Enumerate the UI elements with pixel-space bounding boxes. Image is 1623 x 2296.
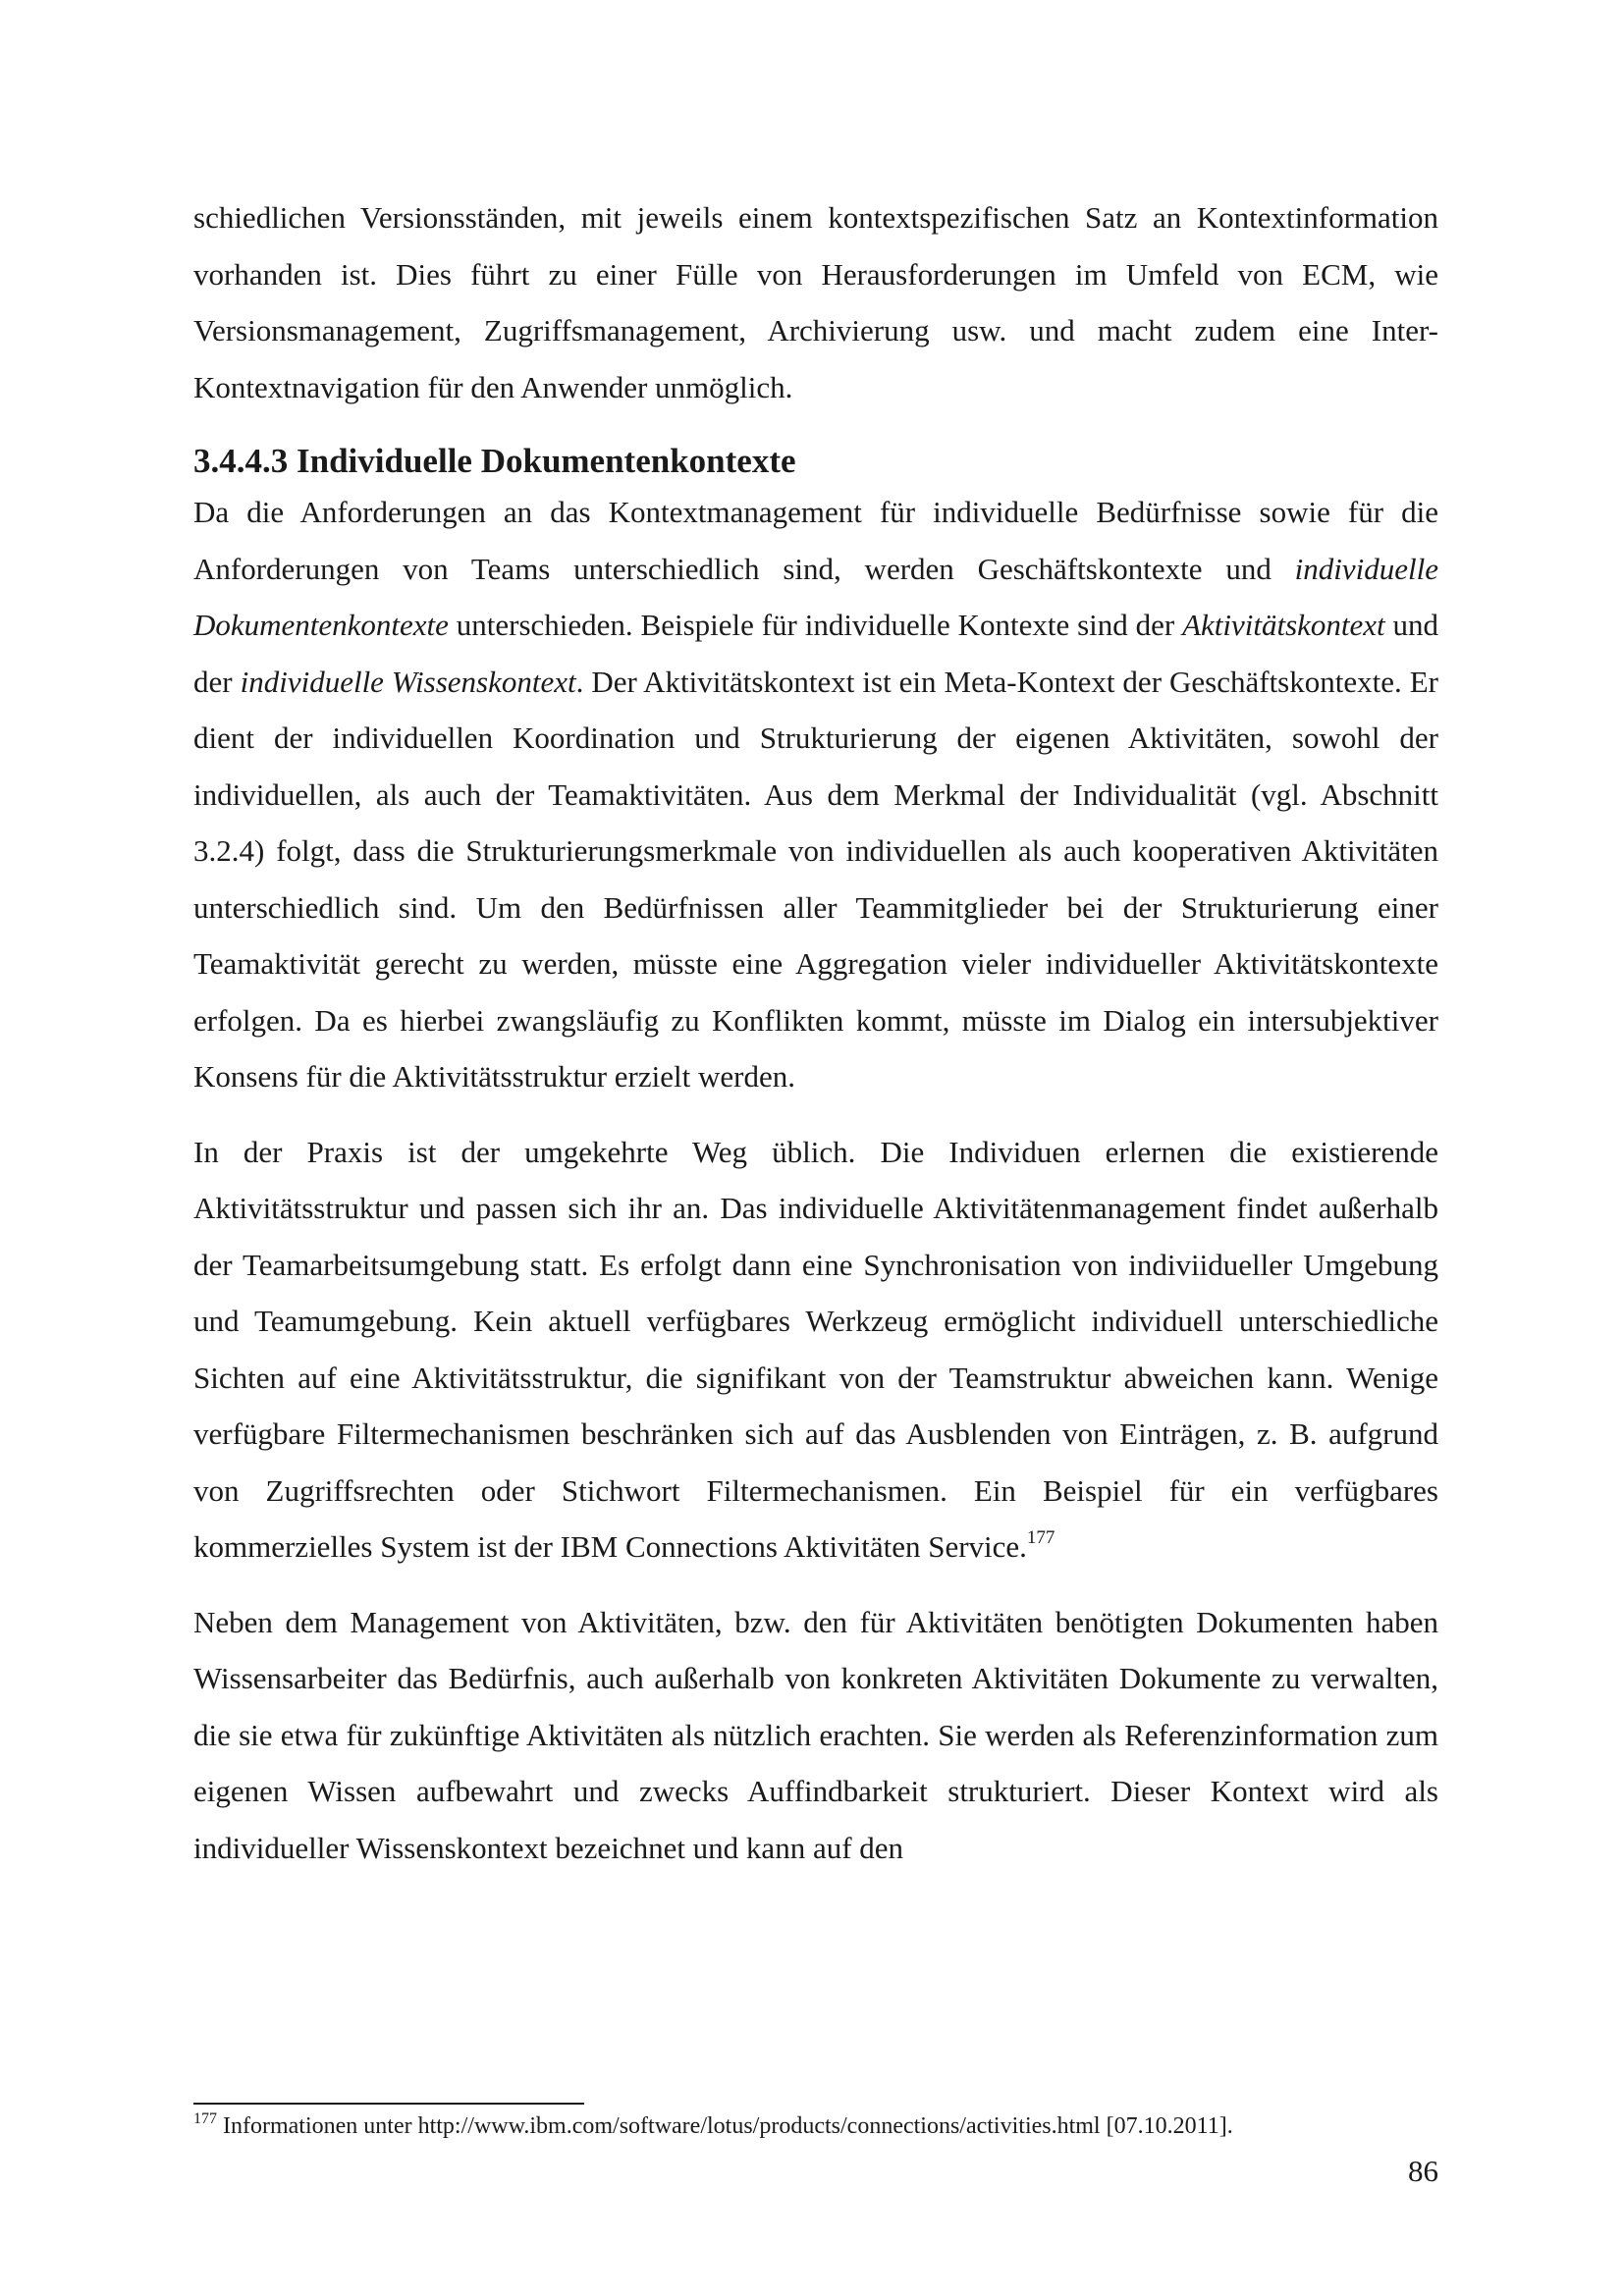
footnote-number: 177 [193, 2110, 217, 2127]
paragraph-4-text: Neben dem Management von Aktivitäten, bzw. den für Aktivitäten benötigten Dokumenten haben Wissensarbeiter das Bedürfnis, auch außerhalb von konkreten Aktivitäten Dokumente zu verwalten, die sie etwa für zukünftige Aktivitäten als nützlich erachten. Sie werden als Referenzinformation zum eigenen Wissen aufbewahrt und zwecks Auffindbarkeit strukturiert. Dieser Kontext wird als individueller Wissenskontext bezeichnet und kann auf den [193, 1604, 1438, 1865]
paragraph-2-text-4: . Der Aktivitätskontext ist ein Meta-Kontext der Geschäftskontexte. Er dient der individuellen Koordination und Strukturierung der eigenen Aktivitäten, sowohl der individuellen, als auch der Teamaktivitäten. Aus dem Merkmal der Individualität (vgl. Abschnitt 3.2.4) folgt, dass die Strukturierungsmerkmale von individuellen als auch kooperativen Aktivitäten unterschiedlich sind. Um den Bedürfnissen aller Teammitglieder bei der Strukturierung einer Teamaktivität gerecht zu werden, müsste eine Aggregation vieler individueller Aktivitätskontexte erfolgen. Da es hierbei zwangsläufig zu Konflikten kommt, müsste im Dialog ein intersubjektiver Konsens für die Aktivitätsstruktur erzielt werden. [193, 664, 1438, 1094]
paragraph-1 [193, 189, 1438, 415]
paragraph-2-text-1: Da die Anforderungen an das Kontextmanagement für individuelle Bedürfnisse sowie für die Anforderungen von Teams unterschiedlich sind, werden Geschäftskontexte und [193, 495, 1438, 586]
paragraph-3 [193, 1124, 1438, 1575]
paragraph-3-text: In der Praxis ist der umgekehrte Weg üblich. Die Individuen erlernen die existierende Aktivitätsstruktur und passen sich ihr an. Das individuelle Aktivitätenmanagement findet außerhalb der Teamarbeitsumgebung statt. Es erfolgt dann eine Synchronisation von indiviidueller Umgebung und Teamumgebung. Kein aktuell verfügbares Werkzeug ermöglicht individuell unterschiedliche Sichten auf eine Aktivitätsstruktur, die signifikant von der Teamstruktur abweichen kann. Wenige verfügbare Filtermechanismen beschränken sich auf das Ausblenden von Einträgen, z. B. aufgrund von Zugriffsrechten oder Stichwort Filtermechanismen. Ein Beispiel für ein verfügbares kommerzielles System ist der IBM Connections Aktivitäten Service. [193, 1134, 1438, 1564]
footnote-divider [193, 2103, 584, 2105]
paragraph-2-text-3: und der [193, 608, 1438, 699]
paragraph-2-text-2: unterschieden. Beispiele für individuelle Kontexte sind der [448, 608, 1183, 642]
paragraph-2-emphasis-3: individuelle Wissenskontext [240, 664, 576, 699]
paragraph-1-text: schiedlichen Versionsständen, mit jeweils einem kontextspezifischen Satz an Kontextinformation vorhanden ist. Dies führt zu einer Fülle von Herausforderungen im Umfeld von ECM, wie Versionsmanagement, Zugriffsmanagement, Archivierung usw. und macht zudem eine Inter-Kontextnavigation für den Anwender unmöglich. [193, 200, 1438, 404]
page-number: 86 [1408, 2154, 1438, 2188]
footnote-reference: 177 [1026, 1527, 1055, 1548]
footnote-text: Informationen unter http://www.ibm.com/software/lotus/products/connections/activities.html [07.10.2011]. [223, 2113, 1233, 2139]
footnote [193, 2109, 1438, 2144]
paragraph-2-emphasis-1: individuelle Dokumentenkontexte [193, 551, 1438, 642]
page-body [193, 189, 1438, 1876]
paragraph-2-emphasis-2: Aktivitätskontext [1182, 608, 1385, 642]
paragraph-2 [193, 484, 1438, 1105]
section-heading: 3.4.4.3 Individuelle Dokumentenkontexte [193, 442, 796, 480]
paragraph-4 [193, 1594, 1438, 1877]
